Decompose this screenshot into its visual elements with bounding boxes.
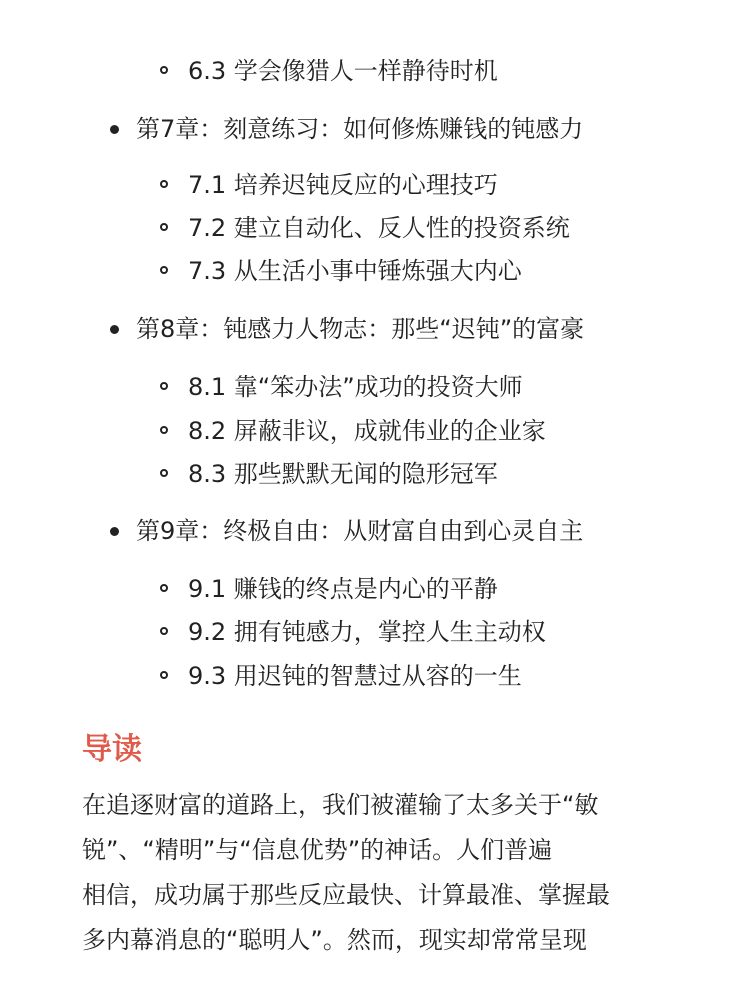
toc-section-label: 7.2 建立自动化、反人性的投资系统: [188, 214, 570, 242]
toc-section-label: 8.1 靠“笨办法”成功的投资大师: [188, 373, 523, 401]
hollow-bullet-icon: [160, 469, 168, 477]
hollow-bullet-icon: [160, 426, 168, 434]
toc-section-8-1: [160, 372, 523, 402]
toc-section-label: 8.3 那些默默无闻的隐形冠军: [188, 460, 498, 488]
toc-section-label: 9.2 拥有钝感力，掌控人生主动权: [188, 618, 546, 646]
toc-section-7-2: [160, 213, 570, 243]
hollow-bullet-icon: [160, 382, 168, 390]
intro-paragraph-line: 在追逐财富的道路上，我们被灌输了太多关于“敏: [82, 791, 599, 819]
toc-chapter-label: 第9章：终极自由：从财富自由到心灵自主: [136, 517, 584, 545]
toc-section-label: 7.3 从生活小事中锤炼强大内心: [188, 257, 522, 285]
toc-section-label: 6.3 学会像猎人一样静待时机: [188, 57, 498, 85]
toc-section-6-3: [160, 56, 498, 86]
filled-bullet-icon: [110, 125, 119, 134]
toc-chapter-8: [110, 314, 584, 344]
toc-section-7-3: [160, 256, 522, 286]
hollow-bullet-icon: [160, 627, 168, 635]
toc-section-7-1: [160, 170, 498, 200]
hollow-bullet-icon: [160, 584, 168, 592]
hollow-bullet-icon: [160, 180, 168, 188]
toc-section-label: 8.2 屏蔽非议，成就伟业的企业家: [188, 417, 546, 445]
toc-section-9-2: [160, 617, 546, 647]
toc-section-label: 9.3 用迟钝的智慧过从容的一生: [188, 662, 522, 690]
toc-section-8-3: [160, 459, 498, 489]
toc-section-9-3: [160, 661, 522, 691]
toc-section-label: 7.1 培养迟钝反应的心理技巧: [188, 171, 498, 199]
hollow-bullet-icon: [160, 223, 168, 231]
intro-paragraph-line: 锐”、“精明”与“信息优势”的神话。人们普遍: [82, 836, 553, 864]
hollow-bullet-icon: [160, 671, 168, 679]
toc-chapter-9: [110, 516, 583, 546]
toc-section-8-2: [160, 416, 546, 446]
toc-section-9-1: [160, 574, 498, 604]
toc-section-label: 9.1 赚钱的终点是内心的平静: [188, 575, 498, 603]
filled-bullet-icon: [110, 325, 119, 334]
toc-chapter-label: 第8章：钝感力人物志：那些“迟钝”的富豪: [136, 315, 585, 343]
hollow-bullet-icon: [160, 66, 168, 74]
toc-chapter-label: 第7章：刻意练习：如何修炼赚钱的钝感力: [136, 115, 584, 143]
intro-paragraph-line: 相信，成功属于那些反应最快、计算最准、掌握最: [82, 881, 610, 909]
intro-paragraph-line: 多内幕消息的“聪明人”。然而，现实却常常呈现: [82, 926, 587, 954]
toc-chapter-7: [110, 114, 583, 144]
hollow-bullet-icon: [160, 266, 168, 274]
section-heading-intro: 导读: [82, 732, 142, 767]
filled-bullet-icon: [110, 527, 119, 536]
